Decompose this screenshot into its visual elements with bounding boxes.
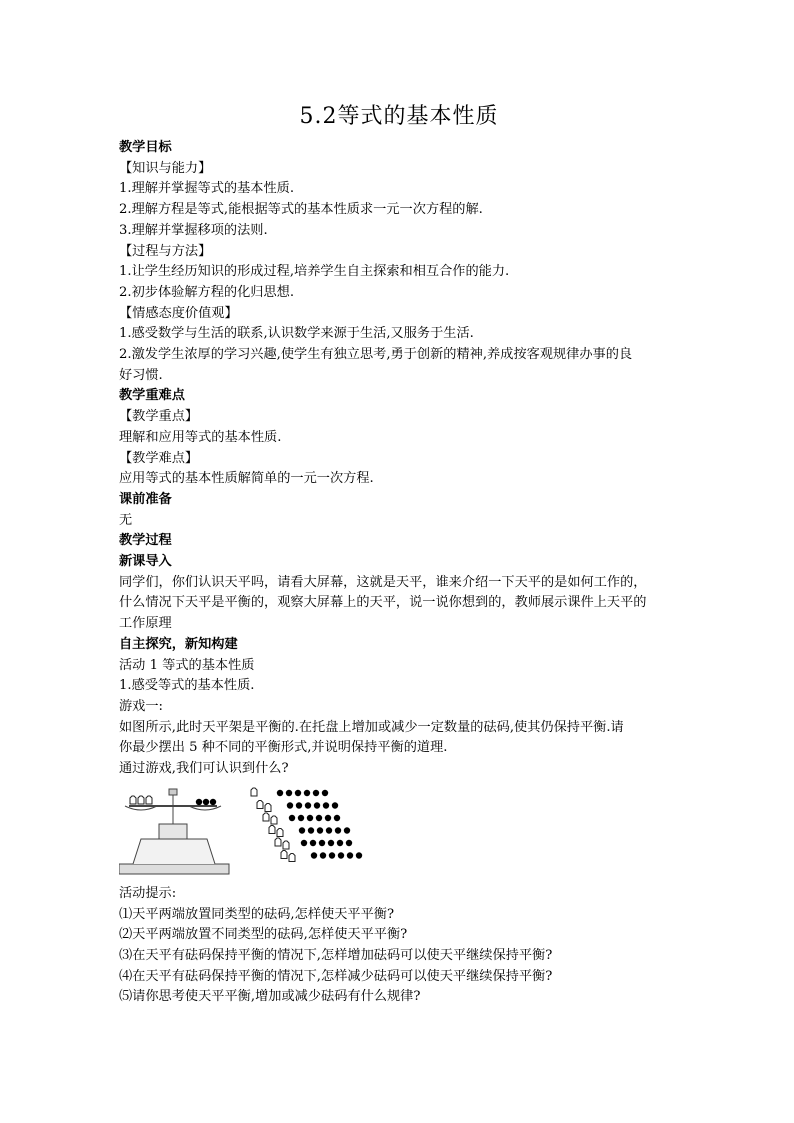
ball-icon	[329, 852, 335, 858]
weight-icon	[275, 838, 281, 846]
weights-and-balls-rows	[251, 788, 362, 862]
process-item: 1.让学生经历知识的形成过程,培养学生自主探索和相互合作的能力.	[119, 264, 510, 280]
balance-illustration	[119, 784, 419, 880]
attitude-item: 2.激发学生浓厚的学习兴趣,使学生有独立思考,勇于创新的精神,养成按客观规律办事的良	[119, 347, 633, 363]
attitude-heading: 【情感态度价值观】	[119, 305, 238, 321]
weight-icon	[251, 788, 257, 796]
hint-item: ⑶在天平有砝码保持平衡的情况下,怎样增加砝码可以使天平继续保持平衡?	[119, 947, 553, 963]
ball-icon	[210, 799, 216, 805]
ball-icon	[203, 799, 209, 805]
difficulty-heading: 【教学难点】	[119, 450, 199, 466]
ball-icon	[323, 802, 329, 808]
weight-icon	[289, 853, 295, 861]
game-text: 你最少摆出 5 种不同的平衡形式,并说明保持平衡的道理.	[119, 740, 448, 756]
ball-icon	[295, 790, 301, 796]
ball-icon	[320, 852, 326, 858]
process-item: 2.初步体验解方程的化归思想.	[119, 284, 295, 300]
page-title: 5.2等式的基本性质	[299, 104, 499, 129]
ball-icon	[317, 827, 323, 833]
process-heading: 【过程与方法】	[119, 243, 212, 259]
ball-icon	[326, 827, 332, 833]
ball-icon	[301, 840, 307, 846]
weight-icon	[257, 800, 263, 808]
focus-text: 理解和应用等式的基本性质.	[119, 429, 282, 445]
weight-icon	[283, 841, 289, 849]
focus-heading: 【教学重点】	[119, 409, 199, 425]
intro-line: 工作原理	[119, 616, 172, 632]
intro-line: 同学们，你们认识天平吗，请看大屏幕，这就是天平，谁来介绍一下天平的是如何工作的，	[119, 574, 647, 590]
ball-icon	[298, 815, 304, 821]
goals-heading: 教学目标	[119, 140, 172, 155]
weight-icon	[263, 813, 269, 821]
ball-icon	[307, 815, 313, 821]
ball-icon	[313, 790, 319, 796]
ball-icon	[346, 840, 352, 846]
keypoints-heading: 教学重难点	[119, 388, 185, 404]
intro-line: 什么情况下天平是平衡的，观察大屏幕上的天平，说一说你想到的，教师展示课件上天平的	[119, 595, 647, 611]
hint-item: ⑴天平两端放置同类型的砝码,怎样使天平平衡?	[119, 906, 395, 922]
teaching-process-heading: 教学过程	[119, 533, 172, 549]
game-question: 通过游戏,我们可认识到什么?	[119, 761, 289, 777]
ball-icon	[287, 802, 293, 808]
ball-icon	[304, 790, 310, 796]
prep-text: 无	[119, 512, 133, 528]
weight-icon	[281, 850, 287, 858]
hint-item: ⑵天平两端放置不同类型的砝码,怎样使天平平衡?	[119, 927, 408, 943]
ball-icon	[328, 840, 334, 846]
ball-icon	[289, 815, 295, 821]
activity-title: 活动 1 等式的基本性质	[119, 657, 255, 673]
weight-icon	[269, 825, 275, 833]
hint-item: ⑸请你思考使天平平衡,增加或减少砝码有什么规律?	[119, 989, 421, 1005]
ball-icon	[299, 827, 305, 833]
knowledge-item: 3.理解并掌握移项的法则.	[119, 222, 268, 238]
ball-icon	[332, 802, 338, 808]
intro-heading: 新课导入	[119, 554, 172, 570]
ball-icon	[314, 802, 320, 808]
knowledge-item: 2.理解方程是等式,能根据等式的基本性质求一元一次方程的解.	[119, 202, 483, 218]
weight-icon	[277, 828, 283, 836]
weight-icon	[265, 803, 271, 811]
ball-icon	[196, 799, 202, 805]
knowledge-heading: 【知识与能力】	[119, 160, 212, 176]
ball-icon	[305, 802, 311, 808]
knowledge-item: 1.理解并掌握等式的基本性质.	[119, 181, 295, 197]
ball-icon	[286, 790, 292, 796]
hints-heading: 活动提示:	[119, 885, 177, 901]
game-label: 游戏一:	[119, 698, 164, 714]
ball-icon	[310, 840, 316, 846]
ball-icon	[296, 802, 302, 808]
activity-item: 1.感受等式的基本性质.	[119, 678, 255, 694]
ball-icon	[337, 840, 343, 846]
ball-icon	[356, 852, 362, 858]
ball-icon	[322, 790, 328, 796]
weight-icon	[271, 816, 277, 824]
ball-icon	[311, 852, 317, 858]
ball-icon	[319, 840, 325, 846]
weight-icon	[130, 796, 136, 804]
document-page	[119, 100, 679, 1008]
prep-heading: 课前准备	[119, 491, 172, 507]
hint-item: ⑷在天平有砝码保持平衡的情况下,怎样减少砝码可以使天平继续保持平衡?	[119, 968, 553, 984]
ball-icon	[335, 827, 341, 833]
attitude-item: 1.感受数学与生活的联系,认识数学来源于生活,又服务于生活.	[119, 326, 474, 342]
ball-icon	[316, 815, 322, 821]
weight-icon	[146, 796, 152, 804]
attitude-item: 好习惯.	[119, 367, 163, 383]
ball-icon	[277, 790, 283, 796]
explore-heading: 自主探究，新知构建	[119, 636, 238, 652]
ball-icon	[344, 827, 350, 833]
ball-icon	[347, 852, 353, 858]
ball-icon	[338, 852, 344, 858]
ball-icon	[334, 815, 340, 821]
balance-figure	[119, 784, 679, 880]
ball-icon	[308, 827, 314, 833]
game-text: 如图所示,此时天平架是平衡的.在托盘上增加或减少一定数量的砝码,使其仍保持平衡.请	[119, 719, 624, 735]
weight-icon	[138, 796, 144, 804]
ball-icon	[325, 815, 331, 821]
difficulty-text: 应用等式的基本性质解简单的一元一次方程.	[119, 471, 374, 487]
